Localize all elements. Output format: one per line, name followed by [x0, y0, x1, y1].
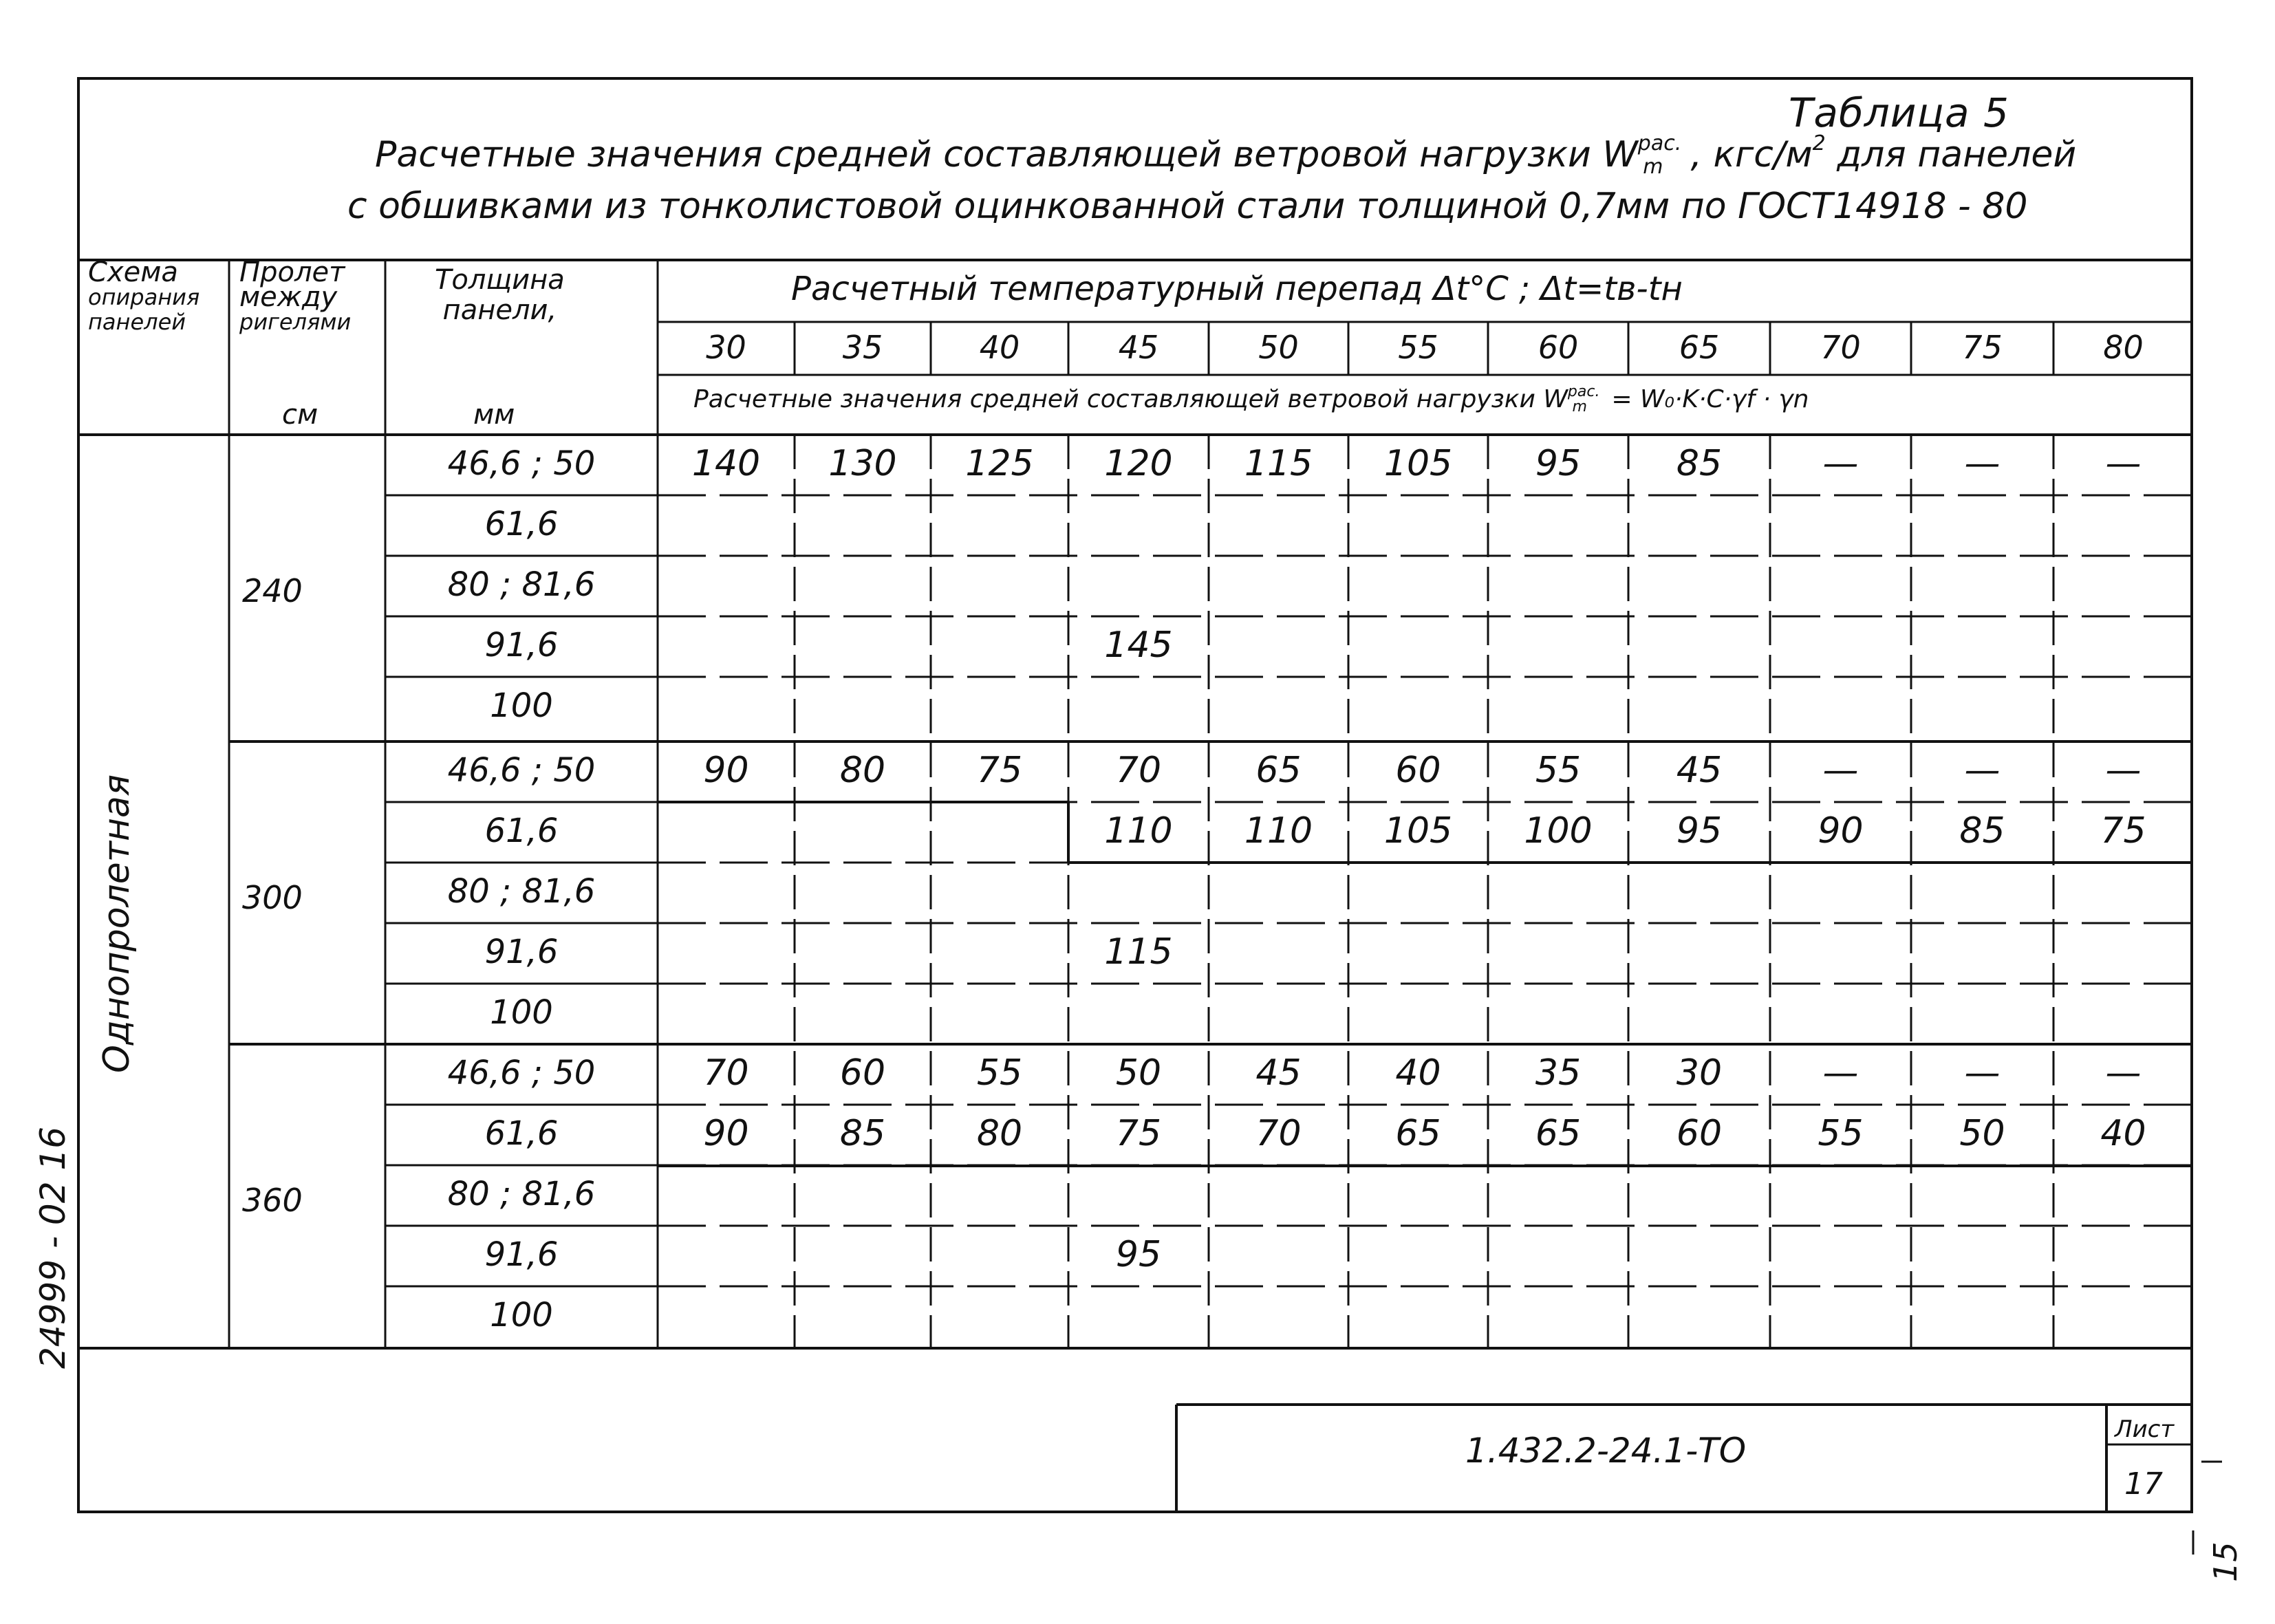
- margin-right-number: 15: [2207, 1541, 2244, 1582]
- span-value: 300: [242, 879, 303, 916]
- title-line-1-sub: m: [1643, 155, 1663, 179]
- value-cell: 100: [1524, 810, 1593, 852]
- thickness-cell: 91,6: [484, 933, 559, 971]
- temp-header-40: 40: [979, 329, 1020, 366]
- header-thickness-line-2: панели,: [442, 294, 557, 326]
- value-cell: —: [2105, 443, 2142, 484]
- value-cell: 95: [1676, 810, 1723, 852]
- value-cell: 95: [1115, 1234, 1162, 1275]
- header-thickness-unit: мм: [473, 399, 515, 431]
- value-cell: —: [1822, 1052, 1859, 1094]
- value-cell: 45: [1676, 750, 1723, 791]
- value-cell: 125: [965, 443, 1034, 484]
- thickness-cell: 91,6: [484, 1235, 559, 1274]
- title-line-1-tail: для панелей: [1825, 134, 2077, 175]
- header-values-label-sub: m: [1572, 398, 1587, 415]
- sheet-number: 17: [2124, 1466, 2163, 1502]
- value-cell: 55: [1535, 750, 1582, 791]
- value-cell: 80: [976, 1113, 1023, 1154]
- thickness-cell: 46,6 ; 50: [447, 1054, 596, 1092]
- title-line-1-unit: , кгс/м: [1690, 134, 1813, 175]
- value-cell: 80: [839, 750, 886, 791]
- header-scheme-line-3: панелей: [88, 309, 186, 335]
- header-span-line-1: Пролет: [239, 257, 345, 288]
- value-cell: 70: [1115, 750, 1162, 791]
- value-cell: —: [1964, 443, 2001, 484]
- title-line-1: [375, 131, 2077, 179]
- header-temp-label: Расчетный температурный перепад Δt°C ; Δt=tв-tн: [791, 270, 1683, 308]
- thickness-cell: 80 ; 81,6: [447, 565, 596, 604]
- header-span-line-2: между: [239, 281, 338, 313]
- value-cell: 60: [1676, 1113, 1723, 1154]
- header-scheme-line-1: Схема: [88, 257, 178, 288]
- thickness-cell: 61,6: [484, 1114, 559, 1153]
- sheet-label: Лист: [2115, 1416, 2175, 1443]
- value-cell: 105: [1383, 810, 1453, 852]
- value-cell: 40: [2100, 1113, 2146, 1154]
- value-cell: 90: [1818, 810, 1864, 852]
- header-values-label: [693, 385, 1809, 413]
- value-cell: 70: [703, 1052, 749, 1094]
- thickness-cell: 100: [490, 993, 553, 1032]
- value-cell: 50: [1959, 1113, 2005, 1154]
- header-thickness: [435, 265, 565, 325]
- value-cell: 85: [839, 1113, 886, 1154]
- temp-header-60: 60: [1538, 329, 1579, 366]
- header-span-unit: см: [282, 399, 319, 431]
- value-cell: —: [1964, 750, 2001, 791]
- document-code: 1.432.2-24.1-ТО: [1465, 1431, 1747, 1471]
- thickness-cell: 91,6: [484, 626, 559, 664]
- value-cell: —: [1822, 443, 1859, 484]
- value-cell: 75: [1115, 1113, 1162, 1154]
- value-cell: 75: [976, 750, 1023, 791]
- value-cell: 85: [1959, 810, 2005, 852]
- value-cell: 115: [1244, 443, 1313, 484]
- temp-header-30: 30: [706, 329, 746, 366]
- value-cell: 120: [1104, 443, 1173, 484]
- temp-header-65: 65: [1679, 329, 1720, 366]
- value-cell: 35: [1535, 1052, 1582, 1094]
- value-cell: 95: [1535, 443, 1582, 484]
- header-scheme: [88, 257, 200, 335]
- title-line-1-text: Расчетные значения средней составляющей ветровой нагрузки W: [375, 134, 1638, 175]
- title-line-1-pow: 2: [1812, 131, 1826, 155]
- value-cell: 50: [1115, 1052, 1162, 1094]
- value-cell: 110: [1244, 810, 1313, 852]
- temp-header-75: 75: [1962, 329, 2003, 366]
- value-cell: 65: [1535, 1113, 1582, 1154]
- value-cell: 55: [1818, 1113, 1864, 1154]
- header-values-label-text: Расчетные значения средней составляющей ветровой нагрузки W: [693, 385, 1568, 413]
- temp-header-50: 50: [1258, 329, 1299, 366]
- thickness-cell: 61,6: [484, 505, 559, 543]
- value-cell: 75: [2100, 810, 2146, 852]
- header-values-label-sup: рас.: [1567, 383, 1600, 400]
- span-value: 240: [242, 572, 303, 609]
- value-cell: 65: [1395, 1113, 1441, 1154]
- header-thickness-line-1: Толщина: [435, 264, 565, 296]
- value-cell: 45: [1255, 1052, 1302, 1094]
- value-cell: 110: [1104, 810, 1173, 852]
- value-cell: 65: [1255, 750, 1302, 791]
- span-value: 360: [242, 1182, 303, 1219]
- thickness-cell: 80 ; 81,6: [447, 872, 596, 911]
- value-cell: 70: [1255, 1113, 1302, 1154]
- value-cell: 60: [1395, 750, 1441, 791]
- temp-header-45: 45: [1118, 329, 1159, 366]
- value-cell: 140: [691, 443, 761, 484]
- scheme-label: Однопролетная: [96, 774, 138, 1073]
- value-cell: —: [1964, 1052, 2001, 1094]
- temp-header-80: 80: [2103, 329, 2144, 366]
- header-scheme-line-2: опирания: [88, 284, 200, 310]
- title-line-2: с обшивками из тонколистовой оцинкованной стали толщиной 0,7мм по ГОСТ14918 - 80: [347, 186, 2028, 227]
- temp-header-55: 55: [1398, 329, 1438, 366]
- value-cell: 115: [1104, 931, 1173, 973]
- value-cell: 60: [839, 1052, 886, 1094]
- thickness-cell: 80 ; 81,6: [447, 1175, 596, 1213]
- thickness-cell: 46,6 ; 50: [447, 751, 596, 790]
- value-cell: 85: [1676, 443, 1723, 484]
- thickness-cell: 100: [490, 686, 553, 725]
- value-cell: —: [1822, 750, 1859, 791]
- value-cell: 145: [1104, 625, 1173, 666]
- thickness-cell: 46,6 ; 50: [447, 444, 596, 483]
- title-line-1-sup: рас.: [1637, 131, 1682, 155]
- table-caption: Таблица 5: [1789, 89, 2009, 136]
- header-span-line-3: ригелями: [239, 309, 352, 335]
- value-cell: 105: [1383, 443, 1453, 484]
- header-span: [239, 257, 352, 335]
- thickness-cell: 100: [490, 1296, 553, 1334]
- value-cell: —: [2105, 750, 2142, 791]
- value-cell: 30: [1676, 1052, 1723, 1094]
- temp-header-35: 35: [842, 329, 883, 366]
- value-cell: 90: [703, 750, 749, 791]
- margin-left-code: 24999 - 02 16: [33, 1126, 73, 1369]
- value-cell: 40: [1395, 1052, 1441, 1094]
- value-cell: 90: [703, 1113, 749, 1154]
- value-cell: —: [2105, 1052, 2142, 1094]
- value-cell: 130: [828, 443, 897, 484]
- temp-header-70: 70: [1820, 329, 1861, 366]
- thickness-cell: 61,6: [484, 812, 559, 850]
- value-cell: 55: [976, 1052, 1023, 1094]
- header-values-label-tail: = W₀·K·C·γf · γn: [1603, 385, 1809, 413]
